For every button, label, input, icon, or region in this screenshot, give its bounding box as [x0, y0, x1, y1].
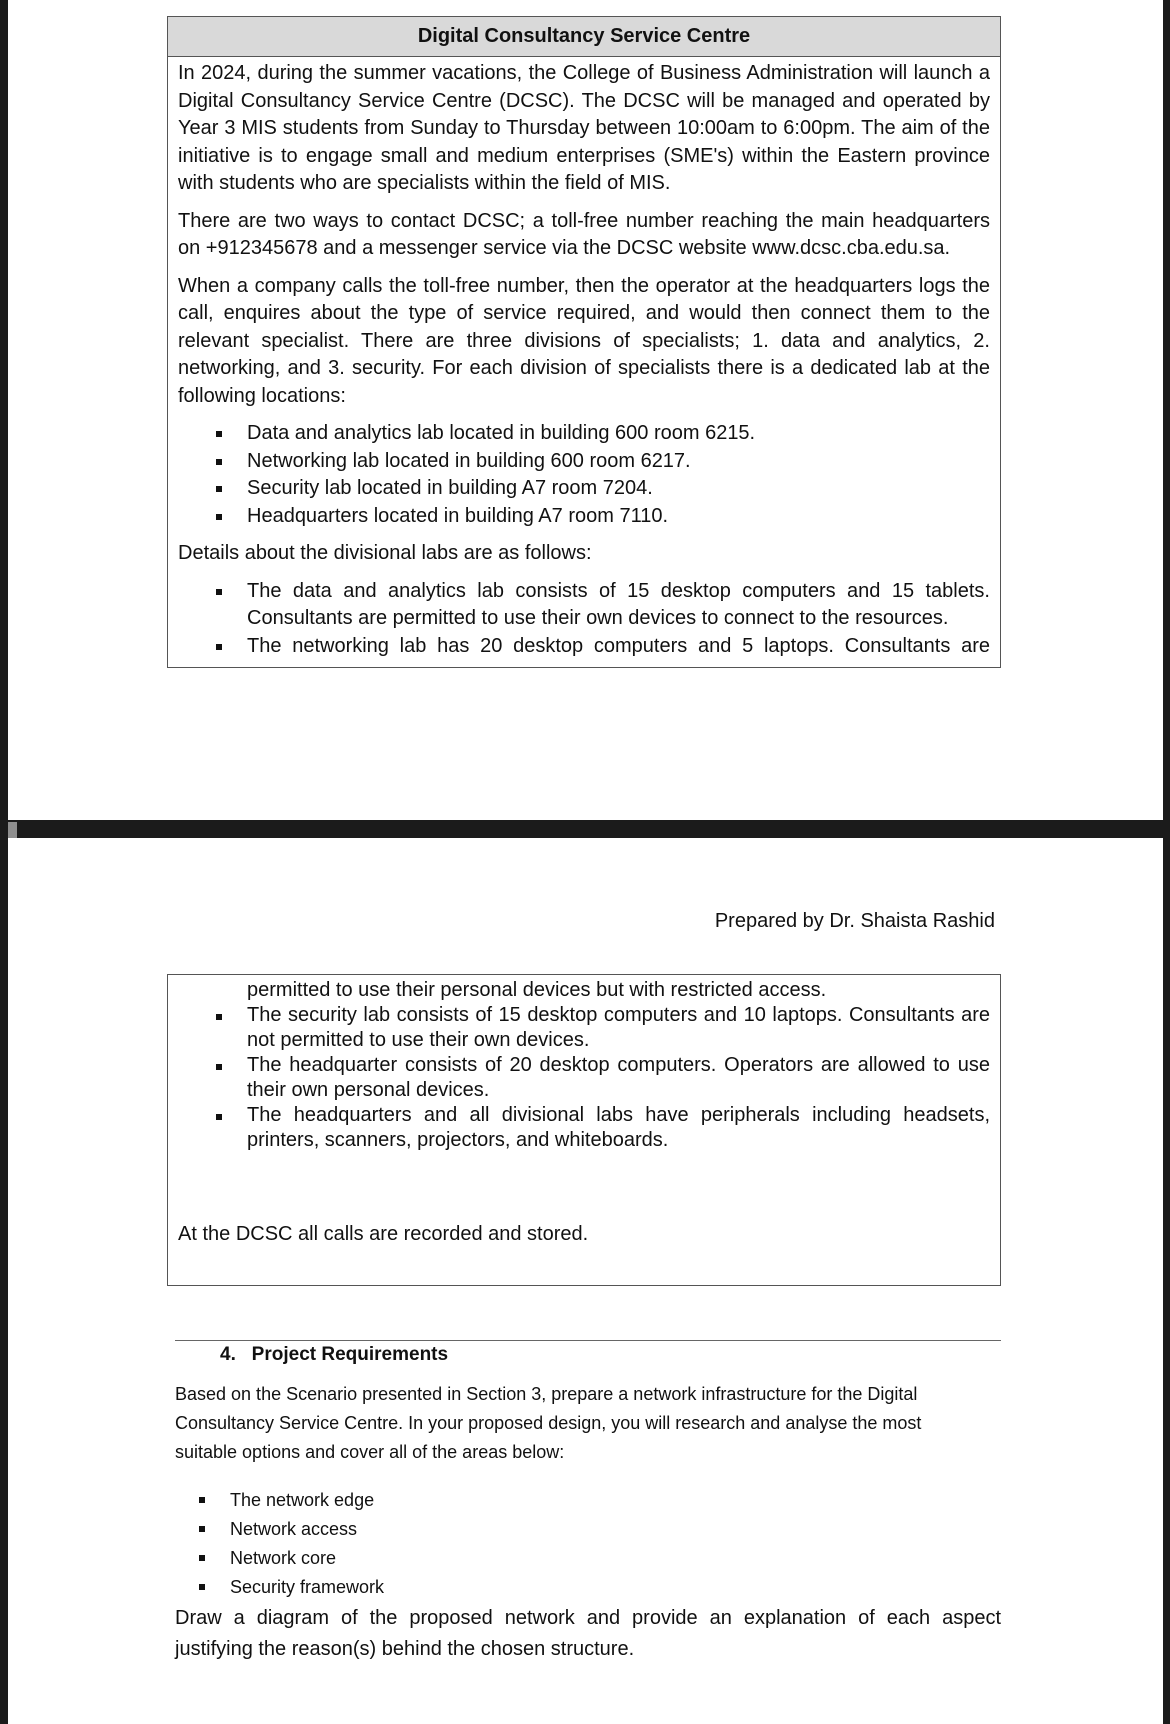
list-item: Data and analytics lab located in building 600 room 6215. [247, 420, 990, 448]
scenario-box-continued-body [168, 975, 1000, 1245]
list-item: The headquarters and all divisional labs have peripherals including headsets, printers, scanners, projectors, and whiteboards. [247, 1104, 990, 1151]
paragraph-call-flow: When a company calls the toll-free number, then the operator at the headquarters logs the call, enquires about the type of service required, and would then connect them to the relevant specialist. There are three divisions of specialists; 1. data and analytics, 2. networking, and 3. security. For each division of specialists there is a dedicated lab at the following locations: [178, 274, 990, 407]
list-item: The data and analytics lab consists of 15 desktop computers and 15 tablets. Consultants are permitted to use their own devices to connect to the resources. [247, 578, 990, 633]
window-right-edge [1163, 0, 1170, 1724]
page-header-author: Prepared by Dr. Shaista Rashid [714, 910, 995, 932]
list-item: The networking lab has 20 desktop computers and 5 laptops. Consultants are [247, 633, 990, 661]
closing-instruction: Draw a diagram of the proposed network and provide an explanation of each aspect justifying the reason(s) behind the chosen structure. [175, 1607, 1001, 1660]
areas-list-wrapper [175, 1486, 985, 1612]
list-item: Headquarters located in building A7 room 7110. [247, 503, 990, 531]
locations-list [178, 420, 990, 530]
scenario-box-body [168, 57, 1000, 660]
scrollbar-thumb[interactable] [8, 822, 17, 838]
list-item-continuation: permitted to use their personal devices but with restricted access. [247, 979, 827, 1001]
calls-note: At the DCSC all calls are recorded and stored. [178, 1223, 589, 1245]
page-gap [0, 820, 1170, 838]
list-item: Network core [230, 1544, 985, 1573]
paragraph-intro: In 2024, during the summer vacations, the College of Business Administration will launch a Digital Consultancy Service Centre (DCSC). The DCSC will be managed and operated by Year 3 MIS students from Sunday to Thursday between 10:00am to 6:00pm. The aim of the initiative is to engage small and medium enterprises (SME's) within the Eastern province with students who are specialists within the field of MIS. [178, 62, 990, 194]
section-intro: Based on the Scenario presented in Section 3, prepare a network infrastructure for the Digital Consultancy Service Centre. In your proposed design, you will research and analyse the most suitable options and cover all of the areas below: [175, 1384, 922, 1462]
details-intro: Details about the divisional labs are as follows: [178, 542, 592, 564]
window-left-edge [0, 0, 8, 1724]
lab-details-list [178, 578, 990, 661]
list-item: Security lab located in building A7 room 7204. [247, 475, 990, 503]
list-item: Security framework [230, 1573, 985, 1602]
list-item: The security lab consists of 15 desktop computers and 10 laptops. Consultants are not permitted to use their own devices. [247, 1004, 990, 1051]
section-divider [175, 1340, 1001, 1341]
scenario-box-continued [167, 974, 1001, 1286]
paragraph-contact: There are two ways to contact DCSC; a toll-free number reaching the main headquarters on +912345678 and a messenger service via the DCSC website www.dcsc.cba.edu.sa. [178, 209, 990, 259]
list-item: The network edge [230, 1486, 985, 1515]
list-item: Network access [230, 1515, 985, 1544]
document-page-2 [8, 838, 1163, 1724]
list-item: Networking lab located in building 600 room 6217. [247, 448, 990, 476]
document-page-1 [8, 0, 1163, 820]
areas-list [175, 1486, 985, 1602]
scenario-box [167, 16, 1001, 668]
lab-details-list-continued [178, 978, 990, 1153]
list-item: The headquarter consists of 20 desktop computers. Operators are allowed to use their own personal devices. [247, 1054, 990, 1101]
scenario-box-title: Digital Consultancy Service Centre [168, 17, 1000, 57]
section-title: 4. Project Requirements [220, 1344, 449, 1365]
